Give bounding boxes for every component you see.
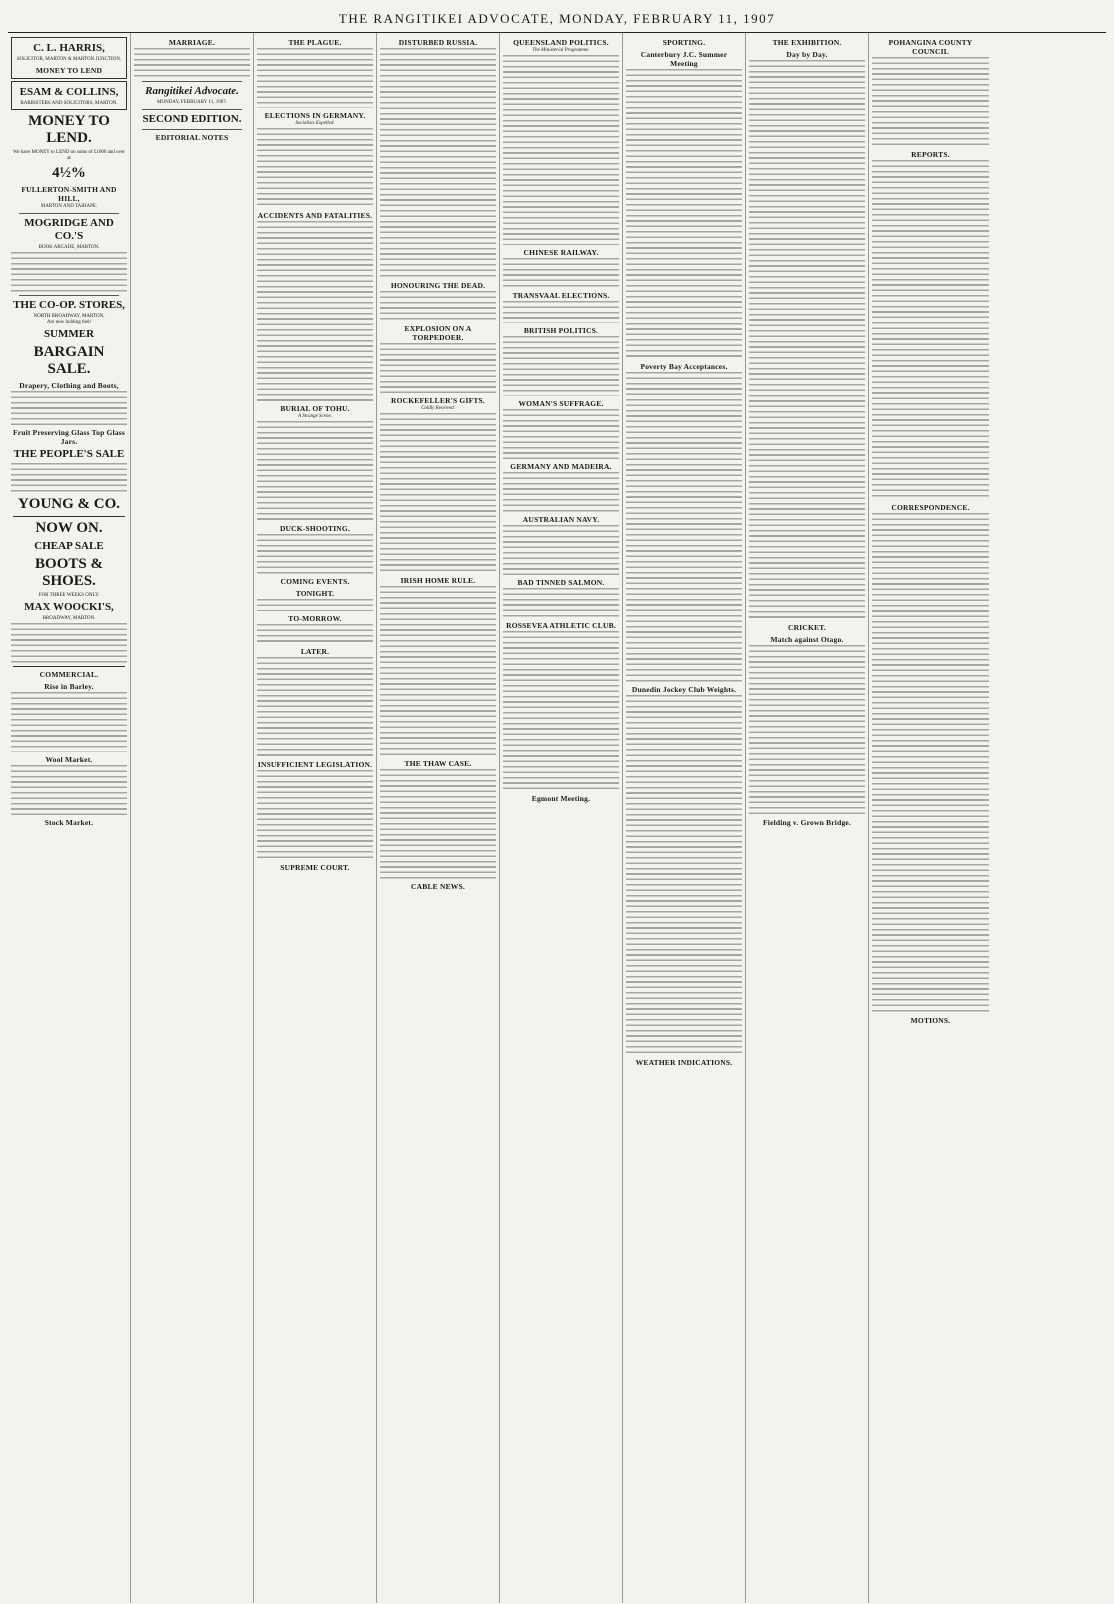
section-heading: INSUFFICIENT LEGISLATION.: [257, 760, 373, 769]
divider: [142, 109, 242, 110]
text-block: [626, 372, 742, 682]
section-heading: THE PLAGUE.: [288, 38, 342, 47]
ad-subheading: Are now holding their: [46, 320, 92, 325]
masthead-title: THE RANGITIKEI ADVOCATE, MONDAY, FEBRUARY 11, 1907: [338, 11, 776, 26]
ad-heading: NOW ON.: [35, 520, 103, 536]
text-block: [257, 657, 373, 757]
text-block: [380, 413, 496, 573]
text-block: [380, 48, 496, 278]
section-heading: COMMERCIAL.: [39, 670, 99, 679]
ad-harris: [11, 37, 127, 79]
date-line: MONDAY, FEBRUARY 11, 1907.: [157, 100, 227, 105]
section-heading: CORRESPONDENCE.: [891, 503, 970, 512]
section-heading: BAD TINNED SALMON.: [517, 578, 605, 587]
section-heading: Rise in Barley.: [44, 682, 94, 691]
text-block: [11, 623, 127, 663]
column-news-3: [500, 33, 623, 1603]
ad-heading: MONEY TO LEND: [35, 66, 103, 75]
ad-heading: MAX WOOCKI'S,: [24, 601, 114, 613]
section-heading: COMING EVENTS.: [280, 577, 350, 586]
paper-name: Rangitikei Advocate.: [145, 85, 239, 97]
text-block: [11, 765, 127, 815]
text-block: [503, 258, 619, 288]
text-block: [503, 336, 619, 396]
section-heading: BURIAL OF TOHU.: [280, 404, 350, 413]
divider: [19, 295, 119, 296]
column-news-2: [377, 33, 500, 1603]
section-heading: TO-MORROW.: [288, 614, 342, 623]
ad-heading: Fruit Preserving Glass Top Glass Jars.: [12, 428, 126, 446]
ad-subheading: BOOK ARCADE, MARTON.: [38, 245, 100, 250]
section-heading: THE THAW CASE.: [404, 759, 472, 768]
ad-subheading: FOR THREE WEEKS ONLY.: [38, 593, 100, 598]
text-block: [749, 645, 865, 815]
text-block: [257, 421, 373, 521]
section-heading: Poverty Bay Acceptances.: [640, 362, 728, 371]
text-block: [872, 513, 989, 1013]
text-block: [257, 128, 373, 208]
text-block: [11, 692, 127, 752]
section-heading: BRITISH POLITICS.: [523, 326, 599, 335]
section-subheading: Coldly Received.: [421, 406, 455, 411]
text-block: [11, 391, 127, 425]
section-heading: Dunedin Jockey Club Weights.: [631, 685, 737, 694]
ad-text: We have MONEY to LEND on sums of £1000 and over at: [13, 150, 125, 161]
text-block: [134, 48, 250, 78]
divider: [13, 516, 125, 517]
text-block: [257, 221, 373, 401]
ad-esam-collins: [11, 81, 127, 110]
section-heading: POHANGINA COUNTY COUNCIL: [888, 38, 973, 56]
section-heading: CRICKET.: [788, 623, 826, 632]
ad-heading: MONEY TO LEND.: [28, 113, 110, 146]
section-heading: LATER.: [300, 647, 330, 656]
text-block: [872, 160, 989, 500]
ad-subheading: MARTON AND TAIHAPE.: [40, 204, 98, 209]
text-block: [503, 472, 619, 512]
section-heading: SPORTING.: [662, 38, 706, 47]
column-council: [869, 33, 992, 1603]
text-block: [257, 534, 373, 574]
divider: [13, 666, 125, 667]
ad-heading: BARGAIN SALE.: [33, 344, 105, 377]
ad-heading: MOGRIDGE AND CO.'S: [24, 217, 114, 242]
section-heading: Egmont Meeting.: [531, 794, 591, 803]
ad-heading: THE CO-OP. STORES,: [13, 299, 125, 311]
ad-heading: YOUNG & CO.: [17, 496, 121, 512]
ad-heading: FULLERTON-SMITH AND HILL,: [21, 185, 117, 203]
section-heading: Stock Market.: [44, 818, 94, 827]
column-sporting: [623, 33, 746, 1603]
ad-heading: BOOTS & SHOES.: [35, 556, 103, 589]
section-subheading: Socialists Expelled.: [295, 121, 335, 126]
ad-heading: ESAM & COLLINS,: [19, 86, 119, 98]
ad-heading: SUMMER: [43, 328, 95, 340]
section-heading: REPORTS.: [911, 150, 950, 159]
text-block: [380, 343, 496, 393]
text-block: [503, 55, 619, 245]
text-block: [503, 631, 619, 791]
section-heading: ACCIDENTS AND FATALITIES.: [257, 211, 373, 220]
text-block: [626, 69, 742, 359]
section-subheading: The Ministerial Programme.: [532, 48, 590, 53]
text-block: [503, 588, 619, 618]
masthead: [8, 6, 1106, 33]
column-exhibition: [746, 33, 869, 1603]
text-block: [257, 624, 373, 644]
section-heading: TONIGHT.: [295, 589, 335, 598]
section-heading: EDITORIAL NOTES: [155, 133, 229, 142]
section-heading: CHINESE RAILWAY.: [523, 248, 599, 257]
ad-subheading: Drapery, Clothing and Boots,: [19, 381, 119, 390]
section-heading: Wool Market.: [45, 755, 93, 764]
section-heading: WOMAN'S SUFFRAGE.: [518, 399, 604, 408]
columns: [8, 33, 1106, 1603]
section-heading: ELECTIONS IN GERMANY.: [264, 111, 366, 120]
ad-subheading: BARRISTERS AND SOLICITORS, MARTON.: [20, 101, 118, 106]
section-heading: QUEENSLAND POLITICS.: [513, 38, 609, 47]
section-heading: WEATHER INDICATIONS.: [635, 1058, 733, 1067]
section-heading: EXPLOSION ON A TORPEDOER.: [404, 324, 472, 342]
text-block: [257, 48, 373, 108]
section-heading: TRANSVAAL ELECTIONS.: [512, 291, 610, 300]
section-heading: ROCKEFELLER'S GIFTS.: [390, 396, 486, 405]
ad-subheading: SOLICITOR, MARTON & MARTON JUNCTION.: [16, 57, 122, 62]
text-block: [503, 525, 619, 575]
text-block: [257, 599, 373, 611]
section-subheading: Canterbury J.C. Summer Meeting: [640, 50, 728, 68]
ad-heading: 4½%: [52, 165, 86, 181]
text-block: [11, 252, 127, 292]
text-block: [872, 57, 989, 147]
edition-heading: SECOND EDITION.: [142, 113, 242, 125]
section-heading: Fielding v. Grown Bridge.: [763, 818, 851, 827]
ad-heading: C. L. HARRIS,: [33, 42, 105, 54]
ad-subheading: BROADWAY, MARTON.: [42, 616, 96, 621]
divider: [19, 213, 119, 214]
section-heading: THE EXHIBITION.: [772, 38, 842, 47]
ad-heading: THE PEOPLE'S SALE: [13, 448, 125, 460]
section-subheading: Day by Day.: [786, 50, 828, 59]
ad-subheading: NORTH BROADWAY, MARTON,: [33, 314, 105, 319]
text-block: [749, 60, 865, 620]
text-block: [626, 695, 742, 1055]
section-heading: MARRIAGE.: [168, 38, 216, 47]
section-subheading: A Strange Scene.: [298, 414, 332, 419]
text-block: [11, 463, 127, 493]
section-heading: DISTURBED RUSSIA.: [398, 38, 478, 47]
text-block: [380, 291, 496, 321]
ad-heading: CHEAP SALE: [34, 540, 104, 552]
text-block: [257, 770, 373, 860]
text-block: [380, 586, 496, 756]
column-advertisements: [8, 33, 131, 1603]
divider: [142, 129, 242, 130]
text-block: [503, 409, 619, 459]
column-news-1: [254, 33, 377, 1603]
section-heading: CABLE NEWS.: [411, 882, 465, 891]
section-heading: GERMANY AND MADEIRA.: [510, 462, 612, 471]
column-editorial: [131, 33, 254, 1603]
divider: [142, 81, 242, 82]
section-heading: MOTIONS.: [910, 1016, 951, 1025]
section-heading: IRISH HOME RULE.: [400, 576, 476, 585]
section-subheading: Match against Otago.: [770, 635, 844, 644]
text-block: [380, 769, 496, 879]
section-heading: ROSSEVEA ATHLETIC CLUB.: [506, 621, 616, 630]
section-heading: AUSTRALIAN NAVY.: [522, 515, 600, 524]
section-heading: DUCK-SHOOTING.: [279, 524, 351, 533]
text-block: [503, 301, 619, 323]
section-heading: SUPREME COURT.: [280, 863, 350, 872]
section-heading: HONOURING THE DEAD.: [390, 281, 486, 290]
